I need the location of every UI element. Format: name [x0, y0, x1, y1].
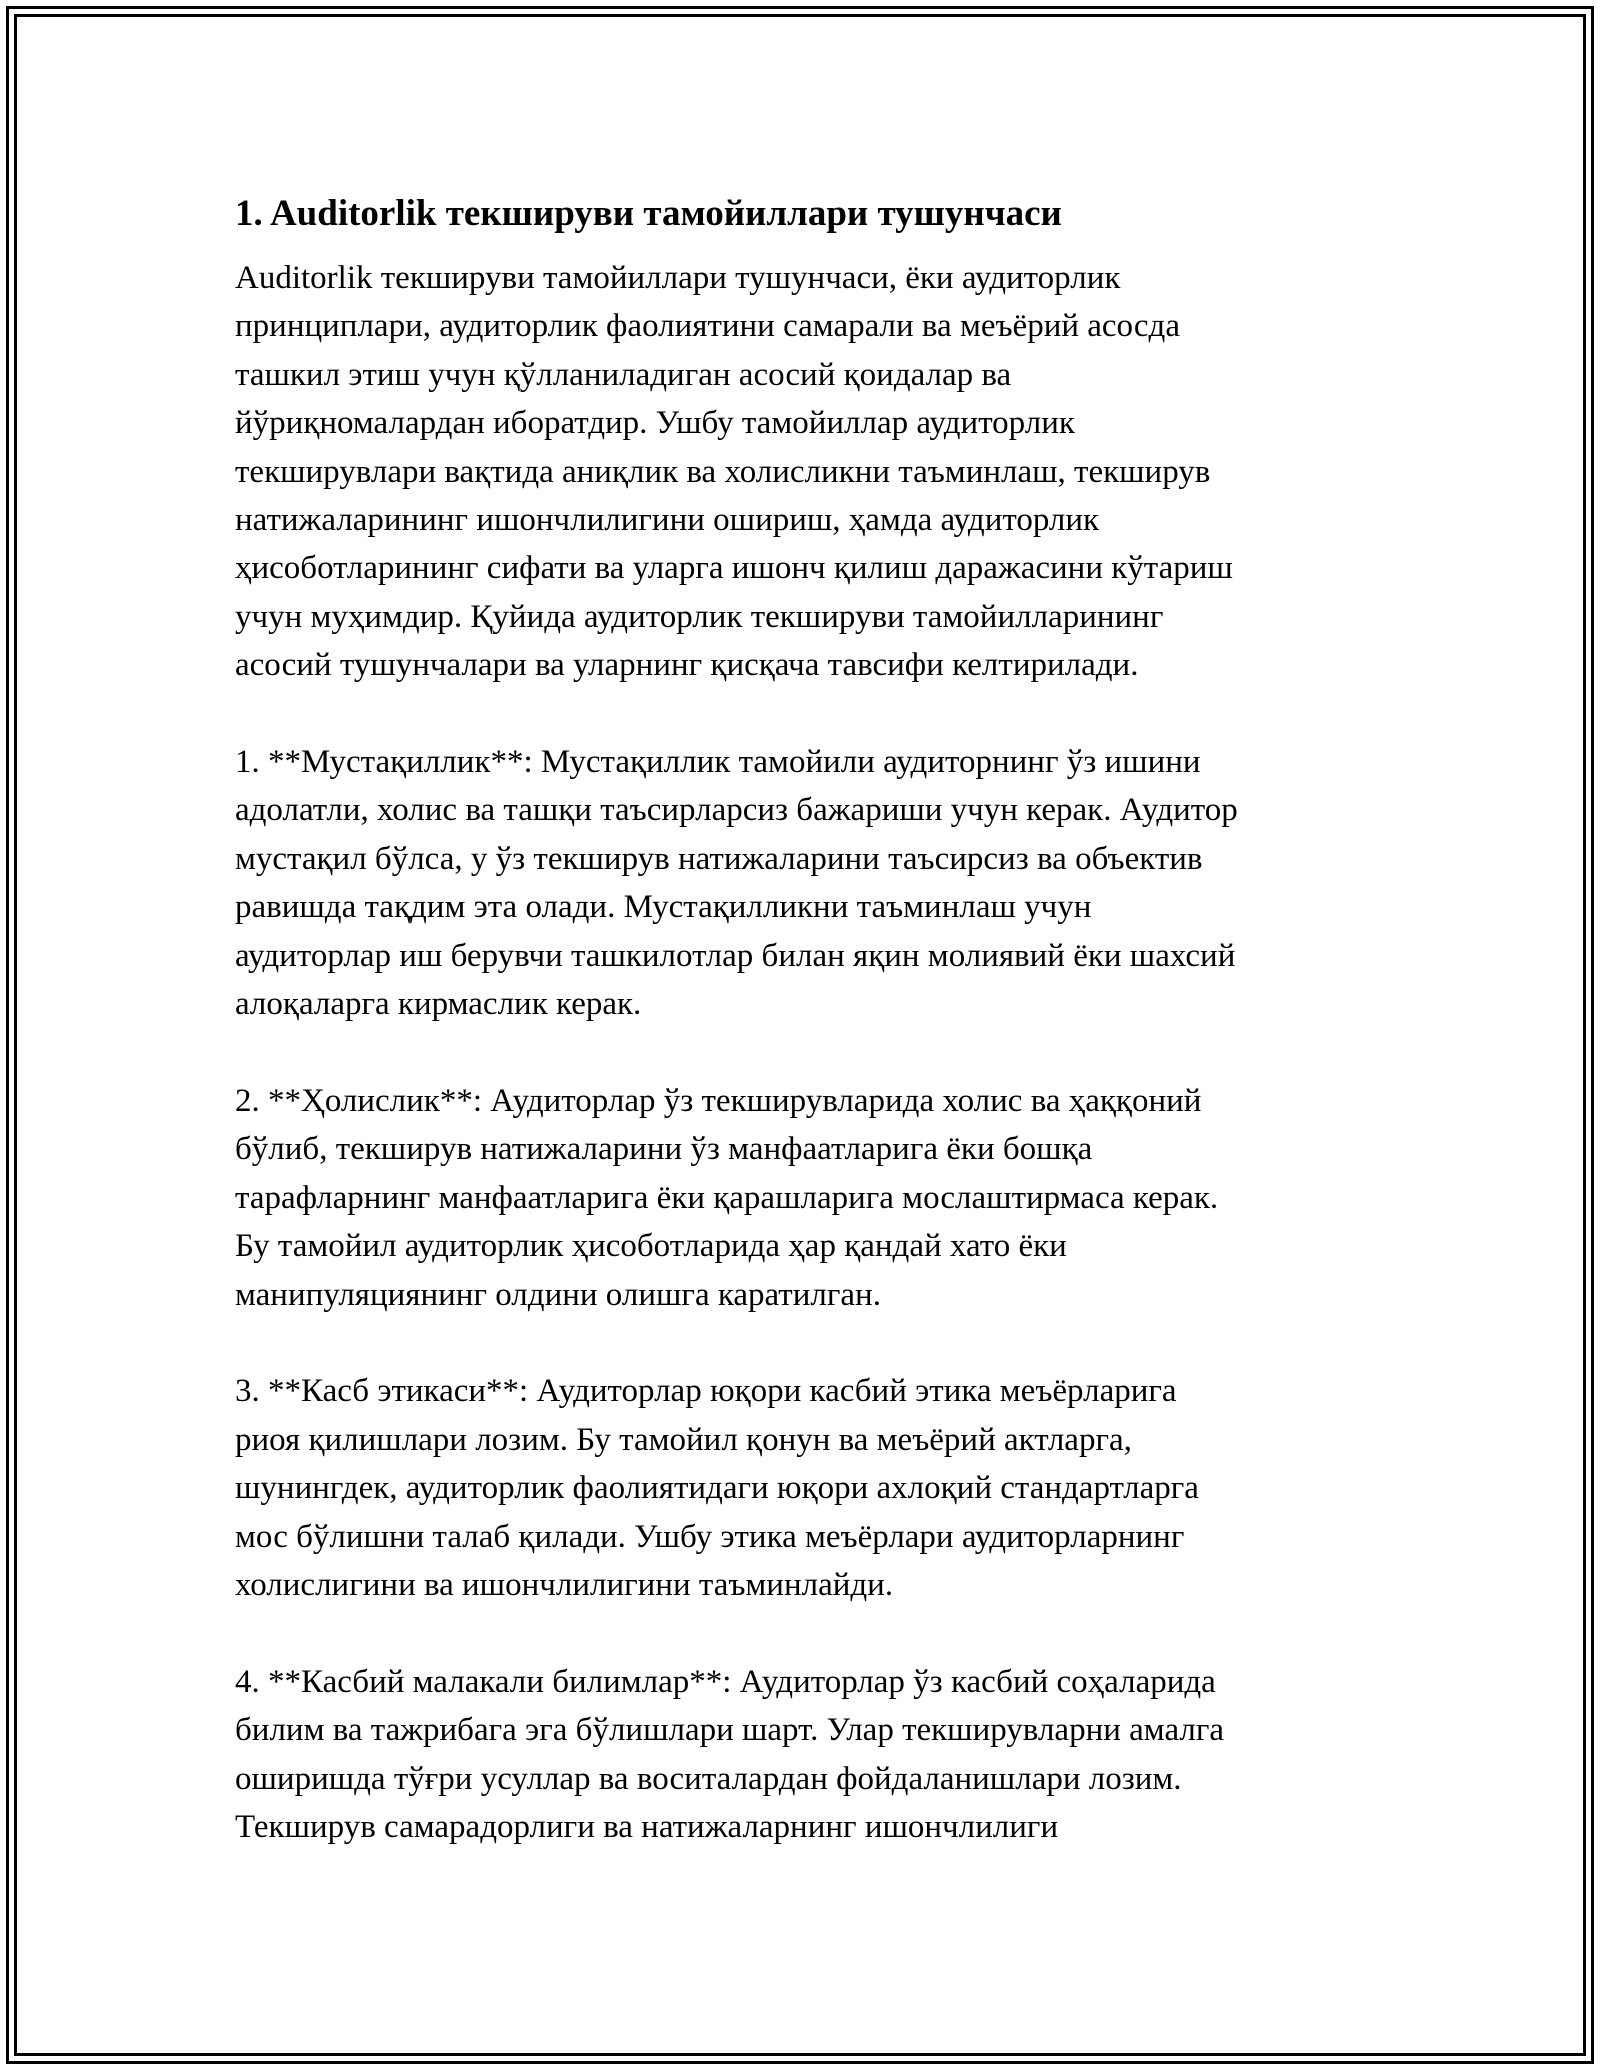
intro-paragraph: Auditorlik текшируви тамойиллари тушунчаси, ёки аудиторлик принциплари, аудиторлик фаолиятини самарали ва меъёрий асосда ташкил этиш учун қўлланиладиган асосий қоидалар ва йўриқномалардан иборатдир. Ушбу тамойиллар аудиторлик текширувлари вақтида аниқлик ва холисликни таъминлаш, текширув натижаларининг ишончлилигини ошириш, ҳамда аудиторлик ҳисоботларининг сифати ва уларга ишонч қилиш даражасини кўтариш учун муҳимдир. Қуйида аудиторлик текшируви тамойилларининг асосий тушунчалари ва уларнинг қисқача тавсифи келтирилади. [235, 260, 1233, 684]
principle-professional-competence-paragraph: 4. **Касбий малакали билимлар**: Аудиторлар ўз касбий соҳаларида билим ва тажрибага эга бўлишлари шарт. Улар текширувларни амалга оширишда тўғри усуллар ва воситалардан фойдаланишлари лозим. Текширув самарадорлиги ва натижаларнинг ишончлилиги [235, 1663, 1225, 1845]
principle-professional-ethics-paragraph: 3. **Касб этикаси**: Аудиторлар юқори касбий этика меъёрларига риоя қилишлари лозим. Бу тамойил қонун ва меъёрий актларга, шунингдек, аудиторлик фаолиятидаги юқори ахлоқий стандартларга мос бўлишни талаб қилади. Ушбу этика меъёрлари аудиторларнинг холислигини ва ишончлилигини таъминлайди. [235, 1373, 1199, 1603]
principle-independence-paragraph: 1. **Мустақиллик**: Мустақиллик тамойили аудиторнинг ўз ишини адолатли, холис ва ташқи таъсирларсиз бажариши учун керак. Аудитор мустақил бўлса, у ўз текширув натижаларини таъсирсиз ва объектив равишда тақдим эта олади. Мустақилликни таъминлаш учун аудиторлар иш берувчи ташкилотлар билан яқин молиявий ёки шахсий алоқаларга кирмаслик керак. [235, 744, 1238, 1023]
page-title: 1. Auditorlik текшируви тамойиллари тушунчаси [235, 193, 1062, 234]
principle-objectivity-paragraph: 2. **Ҳолислик**: Аудиторлар ўз текширувларида холис ва ҳаққоний бўлиб, текширув натижаларини ўз манфаатларига ёки бошқа тарафларнинг манфаатларига ёки қарашларига мослаштирмаса керак. Бу тамойил аудиторлик ҳисоботларида ҳар қандай хато ёки манипуляциянинг олдини олишга каратилган. [235, 1082, 1219, 1313]
document-body [235, 186, 1365, 1851]
